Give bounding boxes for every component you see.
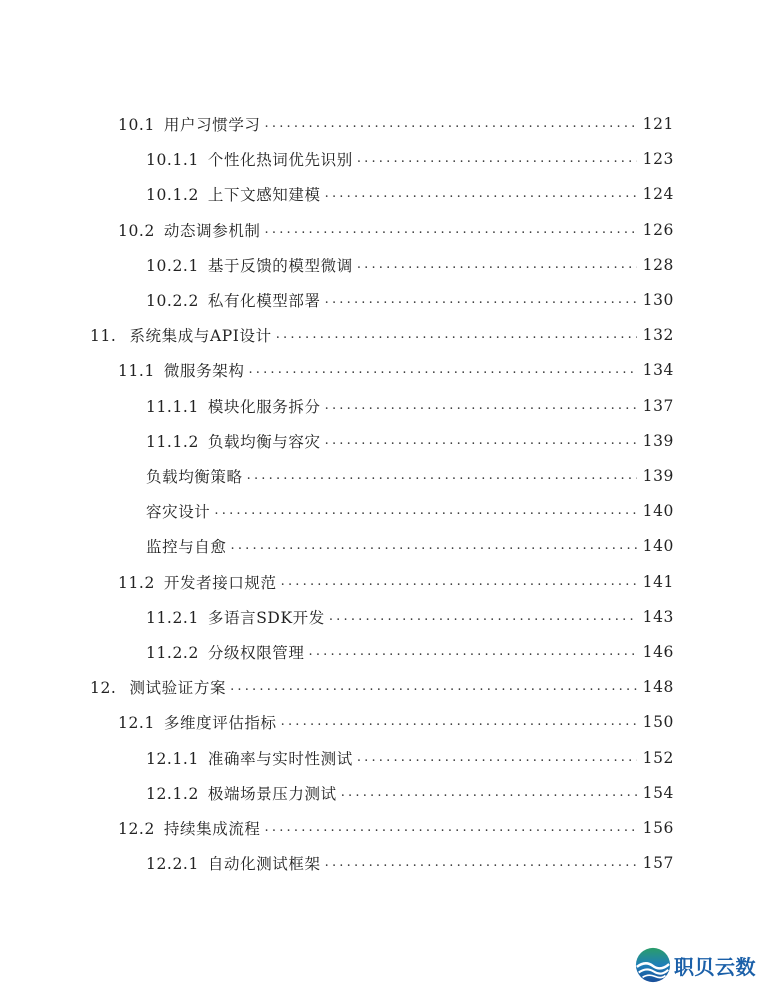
- toc-entry-text: 负载均衡策略: [146, 468, 243, 486]
- toc-entry-text: 多语言SDK开发: [207, 608, 325, 627]
- toc-entry-title: [118, 817, 261, 839]
- toc-entry-text: 自动化测试框架: [207, 855, 321, 874]
- toc-entry-text: 用户习惯学习: [163, 116, 261, 134]
- toc-entry[interactable]: [146, 429, 674, 453]
- toc-entry-text: 测试验证方案: [129, 679, 227, 698]
- toc-entry-page: 139: [642, 467, 674, 485]
- toc-entry-text: 系统集成与API设计: [129, 327, 272, 346]
- toc-entry-number: 10.2.2: [146, 292, 199, 310]
- toc-entry-page: 134: [642, 361, 674, 380]
- toc-entry[interactable]: [118, 570, 674, 594]
- toc-entry-text: 多维度评估指标: [163, 714, 277, 733]
- dot-leader: [341, 781, 637, 805]
- dot-leader: [325, 851, 637, 875]
- toc-entry-page: 126: [642, 220, 674, 239]
- brand-name: 职贝云数: [674, 954, 756, 979]
- toc-entry[interactable]: [118, 710, 674, 734]
- toc-entry-page: 137: [642, 396, 674, 415]
- toc-entry-title: [118, 219, 261, 241]
- dot-leader: [247, 464, 637, 488]
- toc-entry-text: 持续集成流程: [163, 820, 261, 838]
- toc-entry-number: 11.2: [118, 573, 155, 592]
- toc-entry-number: 10.2.1: [146, 256, 199, 275]
- toc-entry-title: [146, 395, 321, 417]
- dot-leader: [265, 112, 637, 136]
- toc-entry-page: 140: [642, 502, 674, 521]
- dot-leader: [214, 499, 636, 523]
- toc-entry[interactable]: [146, 851, 674, 875]
- dot-leader: [357, 253, 637, 277]
- toc-entry-page: 150: [642, 713, 674, 732]
- toc-entry-title: [90, 324, 272, 346]
- dot-leader: [230, 675, 637, 699]
- toc-entry-title: [146, 606, 325, 628]
- toc-entry-text: 容灾设计: [146, 503, 211, 522]
- toc-entry-page: 148: [642, 678, 674, 697]
- toc-entry-number: 11.1.1: [146, 397, 199, 416]
- toc-entry[interactable]: [118, 816, 674, 840]
- toc-entry[interactable]: [146, 394, 674, 418]
- dot-leader: [357, 147, 637, 171]
- toc-entry[interactable]: [118, 358, 674, 382]
- toc-entry-page: 123: [642, 150, 674, 169]
- toc-entry-page: 141: [642, 572, 674, 591]
- toc-entry-number: 11.1.2: [146, 432, 199, 451]
- toc-entry[interactable]: [146, 288, 674, 312]
- toc-entry-page: 130: [642, 291, 674, 309]
- toc-entry-page: 156: [642, 819, 674, 837]
- dot-leader: [276, 323, 637, 347]
- toc-entry-text: 私有化模型部署: [207, 292, 321, 310]
- toc-entry-number: 11.2.2: [146, 644, 199, 662]
- toc-entry[interactable]: [146, 499, 674, 523]
- toc-entry-number: 10.1.1: [146, 151, 199, 170]
- toc-entry-text: 极端场景压力测试: [207, 784, 337, 803]
- toc-entry-title: [118, 113, 261, 135]
- toc-entry-page: 154: [642, 783, 674, 802]
- toc-entry-title: [146, 782, 337, 804]
- toc-entry-title: [146, 465, 243, 487]
- toc-entry-number: 11.: [90, 327, 117, 346]
- toc-entry-text: 动态调参机制: [163, 221, 261, 240]
- toc-entry[interactable]: [146, 534, 674, 558]
- toc-entry[interactable]: [90, 323, 674, 347]
- toc-entry-number: 12.1.2: [146, 784, 199, 803]
- toc-entry-title: [146, 289, 321, 311]
- toc-entry[interactable]: [90, 675, 674, 699]
- toc-entry-title: [146, 500, 210, 522]
- toc-entry-title: [146, 430, 321, 452]
- wave-globe-icon: [634, 946, 672, 984]
- toc-entry-text: 上下文感知建模: [207, 186, 321, 205]
- toc-entry-text: 监控与自愈: [146, 538, 227, 557]
- toc-entry-number: 11.2.1: [146, 608, 199, 627]
- toc-entry-text: 负载均衡与容灾: [207, 432, 321, 451]
- toc-entry-title: [118, 571, 277, 593]
- toc-entry-number: 10.1: [118, 116, 155, 134]
- toc-entry[interactable]: [146, 640, 674, 664]
- toc-entry-number: 11.1: [118, 362, 155, 381]
- dot-leader: [325, 394, 637, 418]
- toc-entry[interactable]: [146, 746, 674, 770]
- dot-leader: [329, 605, 637, 629]
- dot-leader: [248, 358, 636, 382]
- toc-entry-page: 152: [642, 748, 674, 767]
- toc-entry[interactable]: [118, 112, 674, 136]
- toc-entry-page: 121: [642, 115, 674, 133]
- toc-entry-title: [118, 359, 244, 381]
- toc-entry-page: 140: [642, 537, 674, 556]
- toc-entry-page: 143: [642, 607, 674, 626]
- toc-entry-text: 开发者接口规范: [163, 573, 277, 592]
- toc-entry-page: 124: [642, 185, 674, 204]
- toc-entry[interactable]: [118, 218, 674, 242]
- toc-entry-number: 10.1.2: [146, 186, 199, 205]
- toc-entry-text: 基于反馈的模型微调: [207, 256, 353, 275]
- toc-entry-text: 模块化服务拆分: [207, 397, 321, 416]
- dot-leader: [325, 182, 637, 206]
- toc-entry-title: [118, 711, 277, 733]
- dot-leader: [325, 429, 637, 453]
- toc-entry-page: 139: [642, 431, 674, 450]
- toc-entry[interactable]: [146, 147, 674, 171]
- dot-leader: [265, 816, 637, 840]
- toc-entry-title: [146, 148, 353, 170]
- toc-entry-number: 12.2.1: [146, 855, 199, 874]
- toc-entry[interactable]: [146, 464, 674, 488]
- toc-entry-text: 准确率与实时性测试: [207, 749, 353, 768]
- toc-entry-title: [146, 535, 227, 557]
- toc-entry-number: 12.2: [118, 820, 155, 838]
- dot-leader: [281, 710, 637, 734]
- toc-entry-title: [146, 254, 353, 276]
- dot-leader: [325, 288, 637, 312]
- toc-entry-number: 10.2: [118, 221, 155, 240]
- toc-entry-title: [146, 183, 321, 205]
- toc-entry[interactable]: [146, 182, 674, 206]
- toc-entry-title: [146, 747, 353, 769]
- toc-entry-title: [146, 852, 321, 874]
- toc-entry-page: 146: [642, 643, 674, 661]
- toc-entry[interactable]: [146, 253, 674, 277]
- toc-entry[interactable]: [146, 605, 674, 629]
- toc-entry-number: 12.1.1: [146, 749, 199, 768]
- toc-entry-text: 分级权限管理: [207, 644, 305, 662]
- toc-entry-title: [146, 641, 305, 663]
- dot-leader: [309, 640, 637, 664]
- toc-entry-page: 132: [642, 326, 674, 345]
- toc-entry-page: 128: [642, 255, 674, 274]
- dot-leader: [265, 218, 637, 242]
- brand-logo: [634, 945, 762, 985]
- toc-entry-title: [90, 676, 226, 698]
- dot-leader: [281, 570, 637, 594]
- toc-entry-page: 157: [642, 854, 674, 873]
- toc-entry-text: 微服务架构: [163, 362, 245, 381]
- dot-leader: [231, 534, 637, 558]
- toc-entry-number: 12.1: [118, 714, 155, 733]
- toc-entry-text: 个性化热词优先识别: [207, 151, 353, 170]
- toc-entry[interactable]: [146, 781, 674, 805]
- dot-leader: [357, 746, 637, 770]
- toc-entry-number: 12.: [90, 679, 117, 698]
